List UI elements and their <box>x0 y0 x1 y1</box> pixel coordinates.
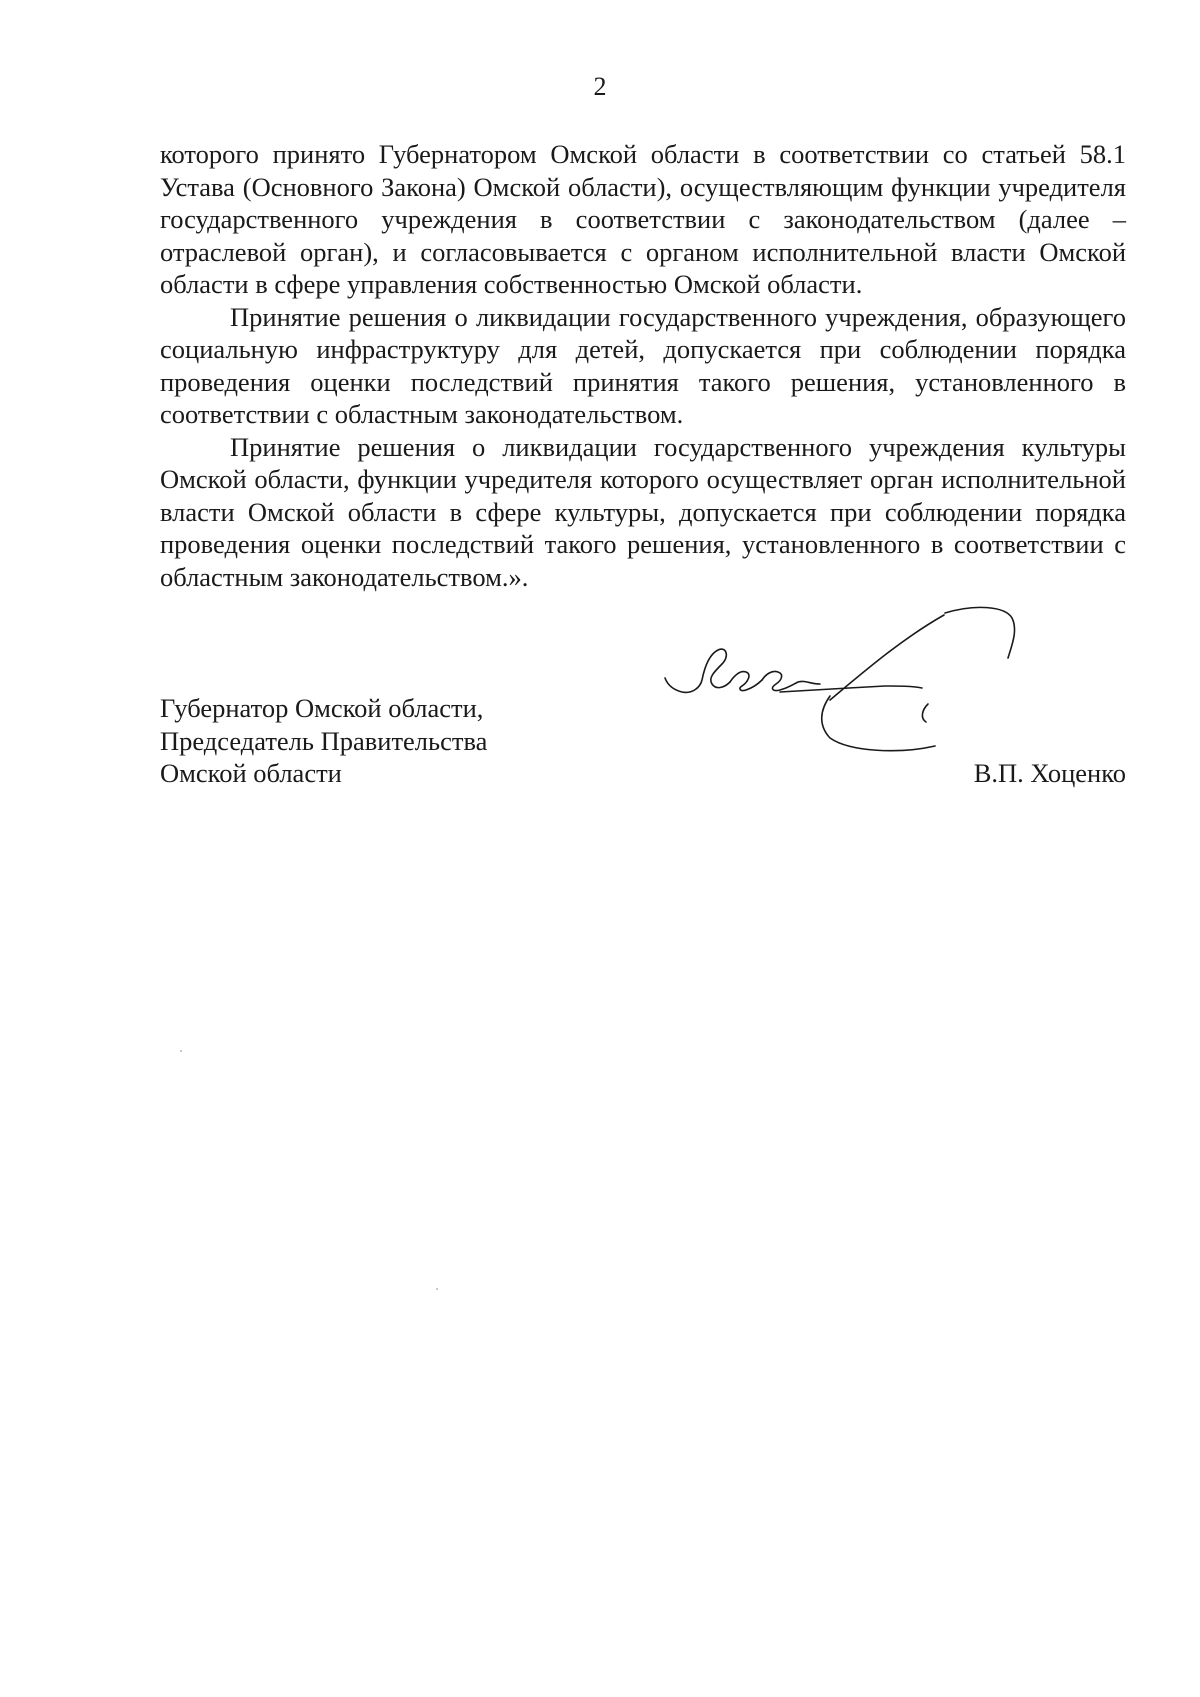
document-body <box>160 138 1126 593</box>
paragraph-continuation: которого принято Губернатором Омской области в соответствии со статьей 58.1 Устава (Основного Закона) Омской области), осуществляющим функции учредителя государственного учреждения в соответствии с законодательством (далее – отраслевой орган), и согласовывается с органом исполнительной власти Омской области в сфере управления собственностью Омской области. <box>160 139 1126 299</box>
signatory-name: В.П. Хоценко <box>973 758 1126 788</box>
signatory-title-line: Омской области <box>160 758 342 788</box>
paragraph-children-infrastructure: Принятие решения о ликвидации государственного учреждения, образующего социальную инфраструктуру для детей, допускается при соблюдении порядка проведения оценки последствий принятия такого решения, установленного в соответствии с областным законодательством. <box>160 301 1126 429</box>
page-number: 2 <box>593 72 607 101</box>
handwritten-signature <box>660 600 1080 830</box>
signatory-title-line: Губернатор Омской области, <box>160 693 484 723</box>
scan-speck <box>180 1050 182 1052</box>
scan-speck <box>436 1288 438 1290</box>
signatory-title-line: Председатель Правительства <box>160 725 488 756</box>
paragraph-culture-institution: Принятие решения о ликвидации государственного учреждения культуры Омской области, функции учредителя которого осуществляет орган исполнительной власти Омской области в сфере культуры, допускается при соблюдении порядка проведения оценки последствий такого решения, установленного в соответствии с областным законодательством.». <box>160 431 1126 592</box>
signatory-title <box>160 692 487 790</box>
